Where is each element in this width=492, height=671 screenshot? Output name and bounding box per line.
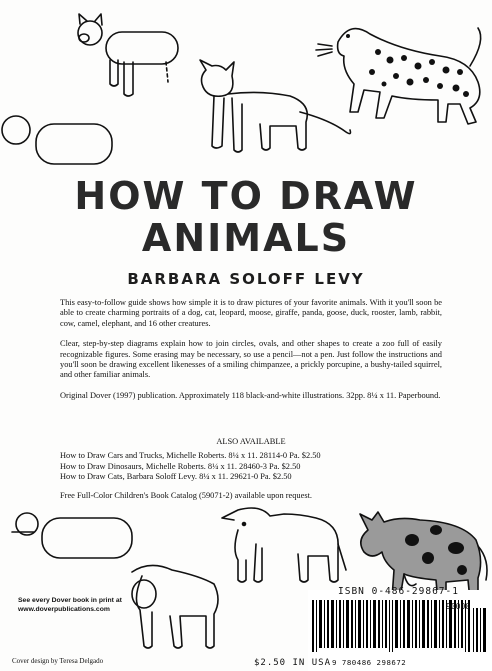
barcode-number: 9 780486 298672 bbox=[332, 658, 407, 667]
also-available-item: How to Draw Cars and Trucks, Michelle Roberts. 8¼ x 11. 28114-0 Pa. $2.50 bbox=[60, 451, 321, 461]
cover-design-credit: Cover design by Teresa Delgado bbox=[12, 657, 104, 665]
cat-sketch-step-1 bbox=[78, 14, 178, 96]
cat-sketch-step-2 bbox=[200, 60, 351, 152]
description-paragraph: This easy-to-follow guide shows how simple it is to draw pictures of your favorite animals. With it you'll soon be able to create charming portraits of a dog, cat, leopard, moose, giraffe, panda, goose, duck, rooster, lamb, rabbit, cow, camel, elephant, and 16 other creatures. bbox=[60, 298, 442, 328]
also-available-heading: ALSO AVAILABLE bbox=[216, 437, 286, 446]
also-available-item: How to Draw Dinosaurs, Michelle Roberts. 8¼ x 11. 28460-3 Pa. $2.50 bbox=[60, 461, 301, 471]
leopard-illustration bbox=[316, 28, 481, 124]
price-code: 90000 bbox=[446, 602, 471, 611]
also-available-item: How to Draw Cats, Barbara Soloff Levy. 8¼ x 11. 29621-0 Pa. $2.50 bbox=[60, 472, 292, 482]
dover-promo-line: See every Dover book in print at bbox=[18, 597, 122, 604]
dover-promo bbox=[18, 597, 188, 614]
dog-sketch-step-1 bbox=[2, 116, 112, 164]
price-label: $2.50 IN USA bbox=[254, 658, 332, 668]
catalog-note: Free Full-Color Children's Book Catalog (59071-2) available upon request. bbox=[60, 491, 313, 500]
book-description bbox=[60, 298, 442, 411]
lamb-sketch-step-1 bbox=[12, 513, 132, 558]
isbn-text: ISBN 0-486-29867-1 bbox=[338, 586, 459, 597]
author-name: BARBARA SOLOFF LEVY bbox=[127, 270, 365, 288]
description-paragraph: Clear, step-by-step diagrams explain how to join circles, ovals, and other shapes to create a zoo full of easily recognizable figures. Some erasing may be necessary, so use a pencil—not a pen. Just follow the instructions and you'll soon be drawing excellent likenesses of a smiling chimpanzee, a prickly porcupine, a bushy-tailed squirrel, and other familiar animals. bbox=[60, 339, 442, 380]
also-available-section bbox=[60, 437, 442, 483]
sheep-sketch bbox=[222, 508, 346, 582]
book-title-line-1: HOW TO DRAW bbox=[74, 174, 418, 218]
description-paragraph: Original Dover (1997) publication. Approximately 118 black-and-white illustrations. 32pp. 8¼ x 11. Paperbound. bbox=[60, 390, 441, 400]
book-title-line-2: ANIMALS bbox=[141, 216, 351, 260]
dover-website: www.doverpublications.com bbox=[18, 605, 110, 613]
